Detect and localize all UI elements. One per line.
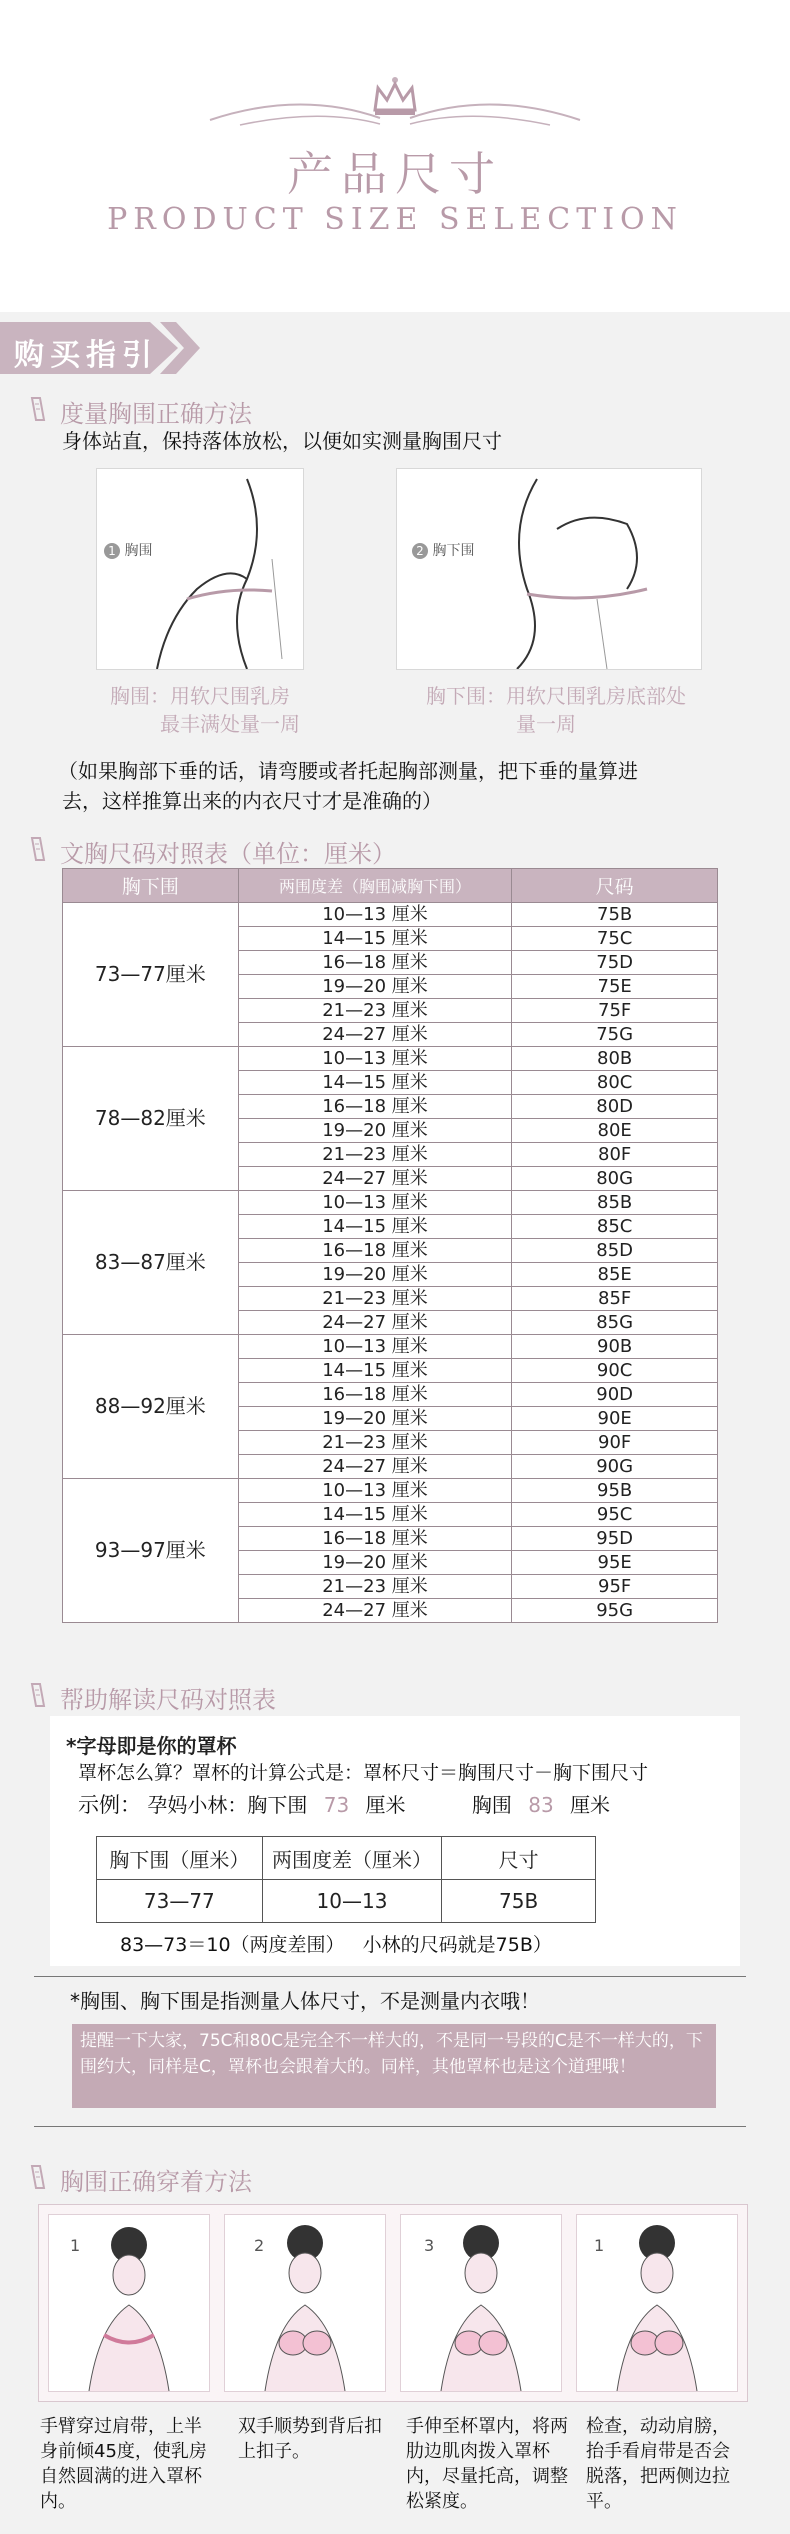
difference-cell: 24—27 厘米 bbox=[238, 1455, 512, 1479]
size-cell: 85F bbox=[512, 1287, 718, 1311]
size-cell: 95G bbox=[512, 1599, 718, 1623]
wear-step-3-number: 3 bbox=[424, 2236, 435, 2255]
example-name: 孕妈小林：胸下围 bbox=[147, 1793, 308, 1817]
crown-icon bbox=[370, 78, 420, 118]
measure-intro: 身体站直，保持落体放松，以便如实测量胸围尺寸 bbox=[62, 429, 502, 453]
wear-step-4-number: 1 bbox=[594, 2236, 605, 2255]
wear-step-4-text: 检查，动动肩膀，抬手看肩带是否会脱落，把两侧边拉平。 bbox=[586, 2416, 730, 2512]
size-cell: 75B bbox=[512, 903, 718, 927]
difference-cell: 19—20 厘米 bbox=[238, 1119, 512, 1143]
measure-note-2: 去，这样推算出来的内衣尺寸才是准确的） bbox=[62, 789, 442, 813]
difference-cell: 10—13 厘米 bbox=[238, 1191, 512, 1215]
wear-step-3-text: 手伸至杯罩内，将两肋边肌肉拨入罩杯内，尽量托高，调整松紧度。 bbox=[406, 2416, 568, 2512]
size-table-header-row bbox=[63, 869, 718, 903]
figure-bust-caption-1: 胸围：用软尺围乳房 bbox=[110, 684, 290, 708]
header-difference: 两围度差（胸围减胸下围） bbox=[238, 869, 512, 903]
size-cell: 85C bbox=[512, 1215, 718, 1239]
difference-cell: 21—23 厘米 bbox=[238, 999, 512, 1023]
measure-title: 度量胸围正确方法 bbox=[60, 400, 252, 428]
example-prefix: 示例： bbox=[78, 1793, 141, 1817]
size-cell: 85E bbox=[512, 1263, 718, 1287]
difference-cell: 10—13 厘米 bbox=[238, 1479, 512, 1503]
difference-cell: 19—20 厘米 bbox=[238, 1551, 512, 1575]
help-divider-bottom bbox=[34, 2126, 746, 2127]
wear-step-2-number: 2 bbox=[254, 2236, 265, 2255]
difference-cell: 19—20 厘米 bbox=[238, 1407, 512, 1431]
difference-cell: 14—15 厘米 bbox=[238, 1215, 512, 1239]
difference-cell: 16—18 厘米 bbox=[238, 1095, 512, 1119]
underbust-range-cell: 78—82厘米 bbox=[63, 1047, 239, 1191]
wear-step-2-figure bbox=[224, 2214, 386, 2392]
size-cell: 80G bbox=[512, 1167, 718, 1191]
help-divider-top bbox=[34, 1976, 746, 1977]
size-cell: 90D bbox=[512, 1383, 718, 1407]
figure-underbust-caption-1: 胸下围：用软尺围乳房底部处 bbox=[426, 684, 686, 708]
page-subtitle: PRODUCT SIZE SELECTION bbox=[107, 202, 683, 237]
help-notice: *胸围、胸下围是指测量人体尺寸，不是测量内衣哦！ bbox=[70, 1989, 540, 2013]
difference-cell: 16—18 厘米 bbox=[238, 1383, 512, 1407]
example-bust-value: 83 bbox=[528, 1793, 554, 1817]
underbust-range-cell: 73—77厘米 bbox=[63, 903, 239, 1047]
size-table-row bbox=[63, 1191, 718, 1215]
difference-cell: 14—15 厘米 bbox=[238, 927, 512, 951]
size-table-title: 文胸尺码对照表（单位：厘米） bbox=[60, 840, 396, 868]
figure-bust-tag-label: 胸围 bbox=[124, 543, 153, 559]
figure-underbust-tag-label: 胸下围 bbox=[432, 543, 475, 559]
figure-bust-caption-2: 最丰满处量一周 bbox=[160, 712, 300, 736]
ruler-icon bbox=[28, 2164, 48, 2190]
figure-underbust-tag: 2 胸下围 bbox=[412, 540, 474, 560]
size-cell: 95C bbox=[512, 1503, 718, 1527]
example-header-underbust: 胸下围（厘米） bbox=[97, 1837, 263, 1880]
difference-cell: 16—18 厘米 bbox=[238, 1239, 512, 1263]
size-cell: 95D bbox=[512, 1527, 718, 1551]
size-cell: 80E bbox=[512, 1119, 718, 1143]
size-table bbox=[62, 868, 718, 1623]
example-cell-difference: 10—13 bbox=[262, 1880, 442, 1923]
difference-cell: 24—27 厘米 bbox=[238, 1167, 512, 1191]
help-title: 帮助解读尺码对照表 bbox=[60, 1686, 276, 1714]
difference-cell: 19—20 厘米 bbox=[238, 975, 512, 999]
size-cell: 75E bbox=[512, 975, 718, 999]
size-cell: 95F bbox=[512, 1575, 718, 1599]
example-table-header bbox=[97, 1837, 596, 1880]
size-table-row bbox=[63, 1335, 718, 1359]
help-formula: 罩杯怎么算？罩杯的计算公式是：罩杯尺寸＝胸围尺寸－胸下围尺寸 bbox=[78, 1762, 649, 1784]
help-bold-line: *字母即是你的罩杯 bbox=[66, 1734, 237, 1758]
difference-cell: 24—27 厘米 bbox=[238, 1311, 512, 1335]
size-cell: 90B bbox=[512, 1335, 718, 1359]
example-cell-underbust: 73—77 bbox=[97, 1880, 263, 1923]
size-table-row bbox=[63, 903, 718, 927]
difference-cell: 16—18 厘米 bbox=[238, 1527, 512, 1551]
size-cell: 85B bbox=[512, 1191, 718, 1215]
difference-cell: 14—15 厘米 bbox=[238, 1359, 512, 1383]
figure-underbust bbox=[396, 468, 702, 670]
ruler-icon bbox=[28, 396, 48, 422]
header-size: 尺码 bbox=[512, 869, 718, 903]
size-cell: 90E bbox=[512, 1407, 718, 1431]
example-header-difference: 两围度差（厘米） bbox=[262, 1837, 442, 1880]
header-underbust: 胸下围 bbox=[63, 869, 239, 903]
example-header-size: 尺寸 bbox=[442, 1837, 596, 1880]
size-cell: 85D bbox=[512, 1239, 718, 1263]
example-cell-size: 75B bbox=[442, 1880, 596, 1923]
buy-guide-label: 购买指引 bbox=[14, 338, 158, 373]
help-example bbox=[78, 1790, 610, 1820]
size-table-row bbox=[63, 1479, 718, 1503]
difference-cell: 21—23 厘米 bbox=[238, 1431, 512, 1455]
difference-cell: 10—13 厘米 bbox=[238, 1047, 512, 1071]
example-table-row bbox=[97, 1880, 596, 1923]
figure-bust-tag: 1 胸围 bbox=[104, 540, 152, 560]
difference-cell: 14—15 厘米 bbox=[238, 1071, 512, 1095]
size-cell: 95E bbox=[512, 1551, 718, 1575]
size-cell: 75G bbox=[512, 1023, 718, 1047]
example-table bbox=[96, 1836, 596, 1923]
difference-cell: 19—20 厘米 bbox=[238, 1263, 512, 1287]
example-under-value: 73 bbox=[323, 1793, 350, 1817]
size-cell: 85G bbox=[512, 1311, 718, 1335]
size-cell: 90G bbox=[512, 1455, 718, 1479]
example-unit-1: 厘米 bbox=[365, 1793, 406, 1817]
size-cell: 80F bbox=[512, 1143, 718, 1167]
difference-cell: 10—13 厘米 bbox=[238, 903, 512, 927]
help-calc: 83—73＝10（两度差围） 小林的尺码就是75B） bbox=[120, 1934, 552, 1956]
ruler-icon bbox=[28, 1682, 48, 1708]
wear-step-1-number: 1 bbox=[70, 2236, 81, 2255]
underbust-range-cell: 93—97厘米 bbox=[63, 1479, 239, 1623]
ruler-icon bbox=[28, 836, 48, 862]
measure-note-1: （如果胸部下垂的话，请弯腰或者托起胸部测量，把下垂的量算进 bbox=[58, 759, 638, 783]
wear-step-2-text: 双手顺势到背后扣上扣子。 bbox=[238, 2416, 382, 2462]
figure-underbust-caption-2: 量一周 bbox=[516, 712, 576, 736]
difference-cell: 10—13 厘米 bbox=[238, 1335, 512, 1359]
example-bust-label: 胸围 bbox=[471, 1793, 512, 1817]
underbust-range-cell: 83—87厘米 bbox=[63, 1191, 239, 1335]
size-cell: 95B bbox=[512, 1479, 718, 1503]
page-title: 产品尺寸 bbox=[287, 147, 503, 201]
size-cell: 80B bbox=[512, 1047, 718, 1071]
difference-cell: 16—18 厘米 bbox=[238, 951, 512, 975]
size-cell: 90F bbox=[512, 1431, 718, 1455]
size-cell: 75F bbox=[512, 999, 718, 1023]
help-tip: 提醒一下大家，75C和80C是完全不一样大的，不是同一号段的C是不一样大的，下围约大，同样是C，罩杯也会跟着大的。同样，其他罩杯也是这个道理哦！ bbox=[72, 2024, 716, 2108]
difference-cell: 14—15 厘米 bbox=[238, 1503, 512, 1527]
difference-cell: 24—27 厘米 bbox=[238, 1023, 512, 1047]
underbust-range-cell: 88—92厘米 bbox=[63, 1335, 239, 1479]
example-unit-2: 厘米 bbox=[570, 1793, 611, 1817]
size-table-row bbox=[63, 1047, 718, 1071]
size-cell: 80D bbox=[512, 1095, 718, 1119]
size-cell: 80C bbox=[512, 1071, 718, 1095]
difference-cell: 24—27 厘米 bbox=[238, 1599, 512, 1623]
difference-cell: 21—23 厘米 bbox=[238, 1287, 512, 1311]
wear-title: 胸围正确穿着方法 bbox=[60, 2168, 252, 2196]
difference-cell: 21—23 厘米 bbox=[238, 1143, 512, 1167]
difference-cell: 21—23 厘米 bbox=[238, 1575, 512, 1599]
wear-step-1-text: 手臂穿过肩带，上半身前倾45度，使乳房自然圆满的进入罩杯内。 bbox=[40, 2416, 207, 2512]
figure-bust bbox=[96, 468, 304, 670]
size-cell: 75D bbox=[512, 951, 718, 975]
size-cell: 90C bbox=[512, 1359, 718, 1383]
size-cell: 75C bbox=[512, 927, 718, 951]
